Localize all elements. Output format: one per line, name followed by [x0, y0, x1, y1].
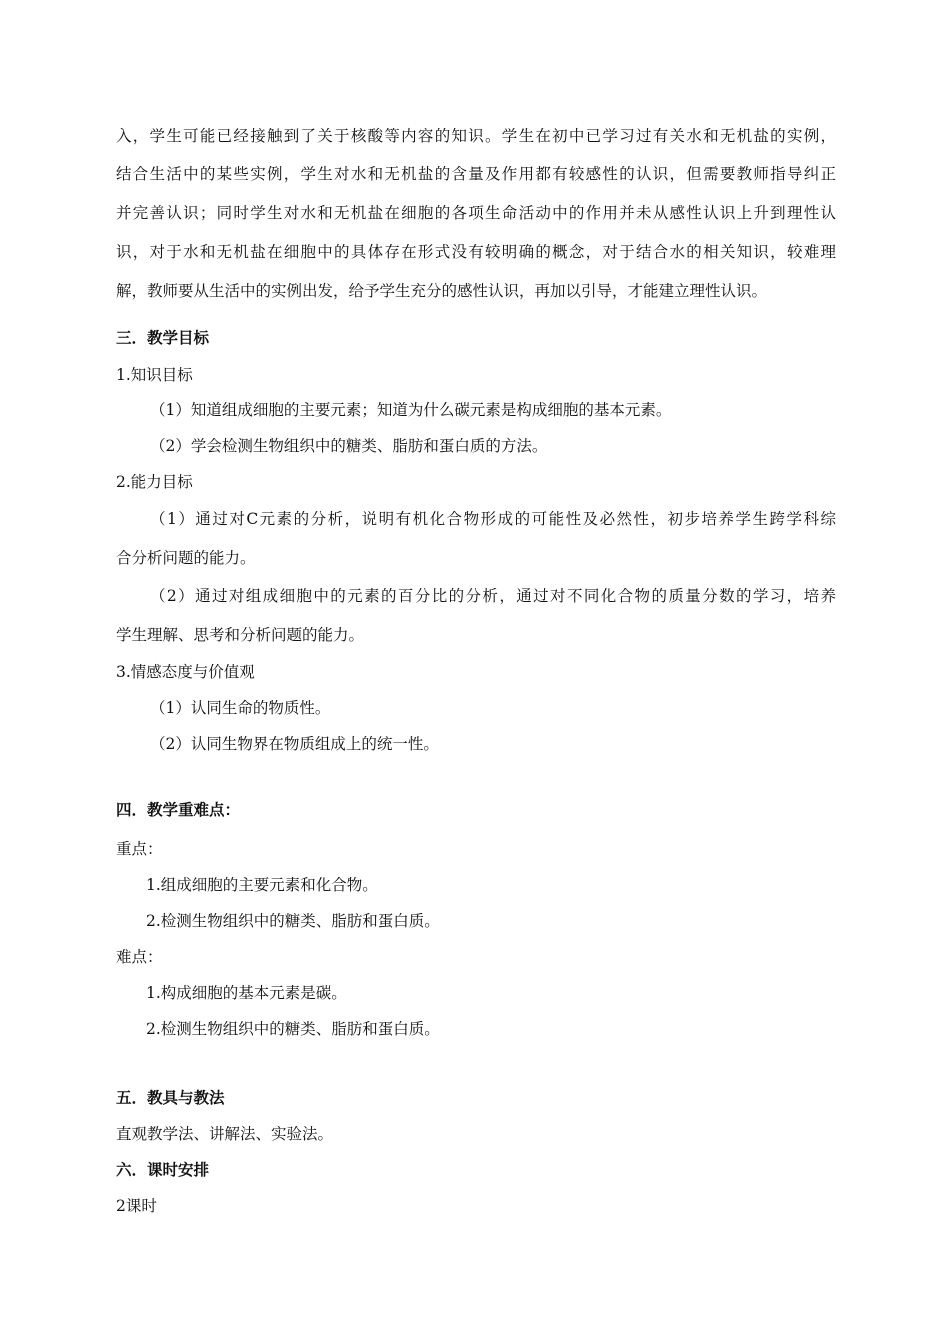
- goal-item-continuation: 学生理解、思考和分析问题的能力。: [116, 626, 365, 644]
- goal-item: （2）通过对组成细胞中的元素的百分比的分析，通过对不同化合物的质量分数的学习，培养: [150, 587, 836, 605]
- goal-item: （1）通过对C元素的分析，说明有机化合物形成的可能性及必然性，初步培养学生跨学科综: [150, 510, 836, 528]
- difficult-point-item: 1.构成细胞的基本元素是碳。: [146, 984, 347, 1002]
- key-points-label: 重点：: [116, 840, 163, 858]
- goal-item: （1）知道组成细胞的主要元素；知道为什么碳元素是构成细胞的基本元素。: [150, 401, 672, 419]
- goal-item-continuation: 合分析问题的能力。: [116, 549, 256, 567]
- intro-line: 入，学生可能已经接触到了关于核酸等内容的知识。学生在初中已学习过有关水和无机盐的实例，: [116, 127, 836, 145]
- subsection-heading: 3.情感态度与价值观: [116, 663, 255, 681]
- subsection-heading: 2.能力目标: [116, 473, 193, 491]
- difficult-points-label: 难点：: [116, 948, 163, 966]
- section-heading: 三．教学目标: [116, 328, 210, 347]
- goal-item: （2）学会检测生物组织中的糖类、脂肪和蛋白质的方法。: [150, 437, 548, 455]
- section-heading: 六．课时安排: [116, 1160, 210, 1179]
- key-point-item: 2.检测生物组织中的糖类、脂肪和蛋白质。: [146, 912, 440, 930]
- intro-line: 解，教师要从生活中的实例出发，给予学生充分的感性认识，再加以引导，才能建立理性认识。: [116, 282, 768, 300]
- section-heading: 五．教具与教法: [116, 1088, 225, 1107]
- section-heading: 四．教学重难点：: [116, 800, 241, 819]
- intro-line: 并完善认识；同时学生对水和无机盐在细胞的各项生命活动中的作用并未从感性认识上升到理性认: [116, 204, 836, 222]
- goal-item: （2）认同生物界在物质组成上的统一性。: [150, 735, 439, 753]
- section-text: 2课时: [116, 1197, 157, 1215]
- intro-line: 结合生活中的某些实例，学生对水和无机盐的含量及作用都有较感性的认识，但需要教师指导纠正: [116, 165, 836, 183]
- difficult-point-item: 2.检测生物组织中的糖类、脂肪和蛋白质。: [146, 1020, 440, 1038]
- goal-item: （1）认同生命的物质性。: [150, 699, 331, 717]
- intro-line: 识，对于水和无机盐在细胞中的具体存在形式没有较明确的概念，对于结合水的相关知识，较难理: [116, 243, 836, 261]
- subsection-heading: 1.知识目标: [116, 366, 193, 384]
- key-point-item: 1.组成细胞的主要元素和化合物。: [146, 876, 378, 894]
- section-text: 直观教学法、讲解法、实验法。: [116, 1125, 334, 1143]
